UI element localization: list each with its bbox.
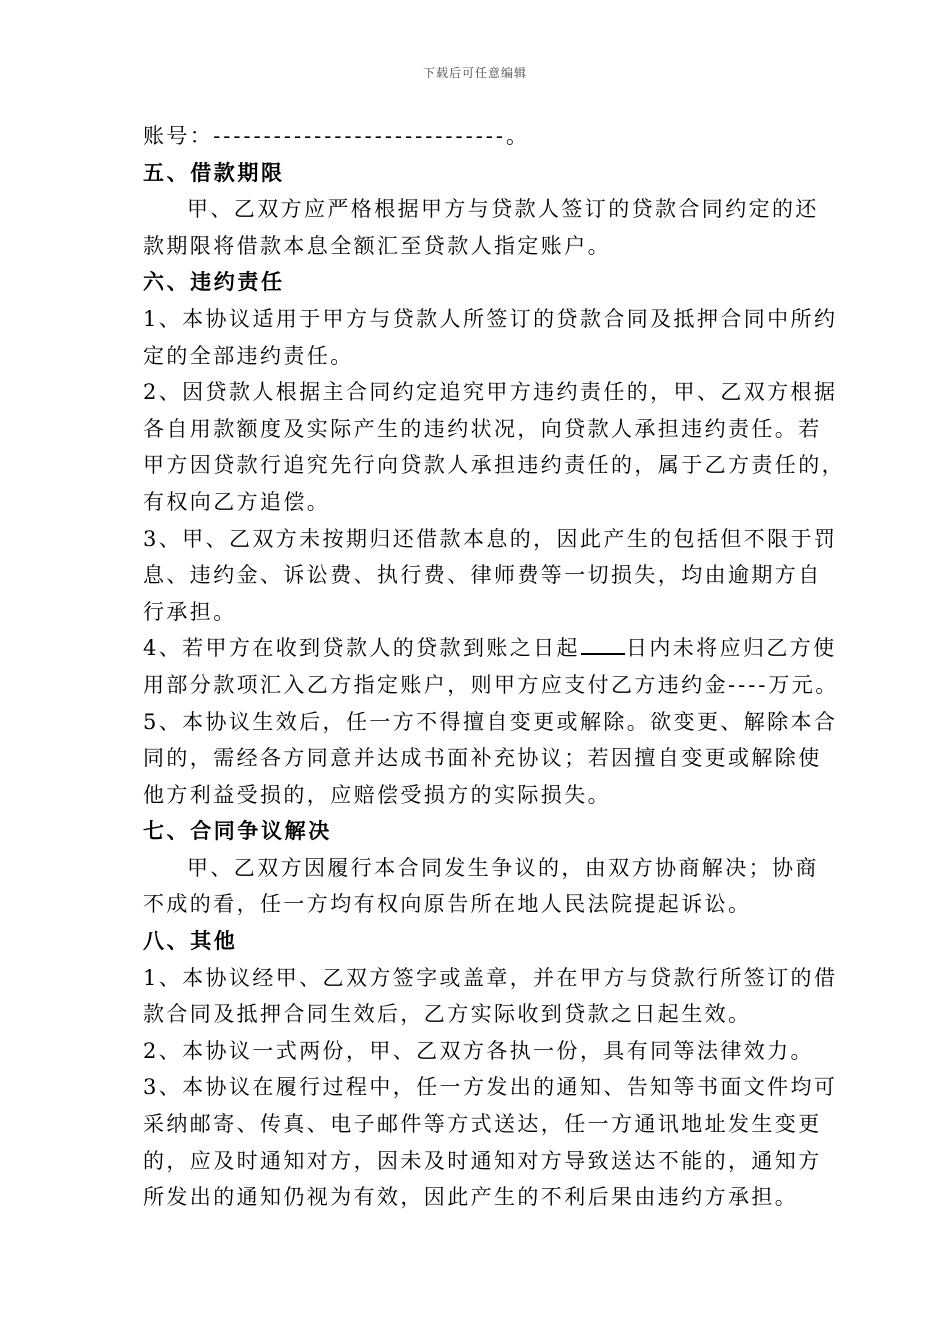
section8-line: 1、本协议经甲、乙双方签字或盖章，并在甲方与贷款行所签订的借 [143, 965, 838, 990]
section6-line: 甲方因贷款行追究先行向贷款人承担违约责任的，属于乙方责任的， [143, 453, 845, 478]
section8-line: 3、本协议在履行过程中，任一方发出的通知、告知等书面文件均可 [143, 1075, 838, 1100]
account-end: 。 [505, 124, 530, 148]
account-blank: ----------------------------- [213, 124, 506, 148]
account-line [143, 118, 808, 155]
section6-line: 定的全部违约责任。 [143, 343, 354, 368]
document-body [143, 118, 845, 1216]
section6-line: 他方利益受损的，应赔偿受损方的实际损失。 [143, 782, 611, 807]
section8-line: 采纳邮寄、传真、电子邮件等方式送达，任一方通讯地址发生变更 [143, 1112, 822, 1137]
item4-text-after: 日内未将应归乙方使 [625, 636, 837, 661]
account-label: 账号： [143, 124, 214, 148]
section6-line: 1、本协议适用于甲方与贷款人所签订的贷款合同及抵押合同中所约 [143, 306, 838, 331]
section8-line: 所发出的通知仍视为有效，因此产生的不利后果由违约方承担。 [143, 1185, 799, 1210]
section5-title: 五、借款期限 [143, 159, 285, 185]
section7-line: 甲、乙双方因履行本合同发生争议的，由双方协商解决；协商 [187, 855, 819, 880]
header-note: 下载后可任意编辑 [422, 66, 527, 80]
section6-line: 5、本协议生效后，任一方不得擅自变更或解除。欲变更、解除本合 [143, 709, 838, 734]
section8-line: 款合同及抵押合同生效后，乙方实际收到贷款之日起生效。 [143, 1002, 752, 1027]
section5-line: 甲、乙双方应严格根据甲方与贷款人签订的贷款合同约定的还 [187, 197, 819, 222]
penalty-blank: ---- [728, 672, 769, 697]
section6-line: 3、甲、乙双方未按期归还借款本息的，因此产生的包括但不限于罚 [143, 526, 838, 551]
section6-line: 同的，需经各方同意并达成书面补充协议；若因擅自变更或解除使 [143, 746, 822, 771]
section6-item4-line1 [143, 630, 837, 667]
section6-line: 息、违约金、诉讼费、执行费、律师费等一切损失，均由逾期方自 [143, 563, 822, 588]
section6-line: 各自用款额度及实际产生的违约状况，向贷款人承担违约责任。若 [143, 416, 822, 441]
item4-text-before: 4、若甲方在收到贷款人的贷款到账之日起 [143, 636, 580, 661]
item4-line2-before: 用部分款项汇入乙方指定账户，则甲方应支付乙方违约金 [143, 672, 728, 697]
section7-line: 不成的看，任一方均有权向原告所在地人民法院提起诉讼。 [143, 892, 752, 917]
section8-line: 2、本协议一式两份，甲、乙双方各执一份，具有同等法律效力。 [143, 1038, 814, 1063]
section7-title: 七、合同争议解决 [143, 818, 332, 844]
item4-line2-after: 万元。 [768, 672, 839, 697]
section8-line: 的，应及时通知对方，因未及时通知对方导致送达不能的，通知方 [143, 1148, 822, 1173]
section8-title: 八、其他 [143, 928, 238, 954]
section6-item4-line2 [143, 667, 839, 704]
section5-line: 款期限将借款本息全额汇至贷款人指定账户。 [143, 233, 611, 258]
section6-line: 2、因贷款人根据主合同约定追究甲方违约责任的，甲、乙双方根据 [143, 380, 838, 405]
section6-line: 行承担。 [143, 599, 237, 624]
section6-title: 六、违约责任 [143, 269, 285, 295]
days-blank [581, 633, 625, 655]
section6-line: 有权向乙方追偿。 [143, 489, 331, 514]
